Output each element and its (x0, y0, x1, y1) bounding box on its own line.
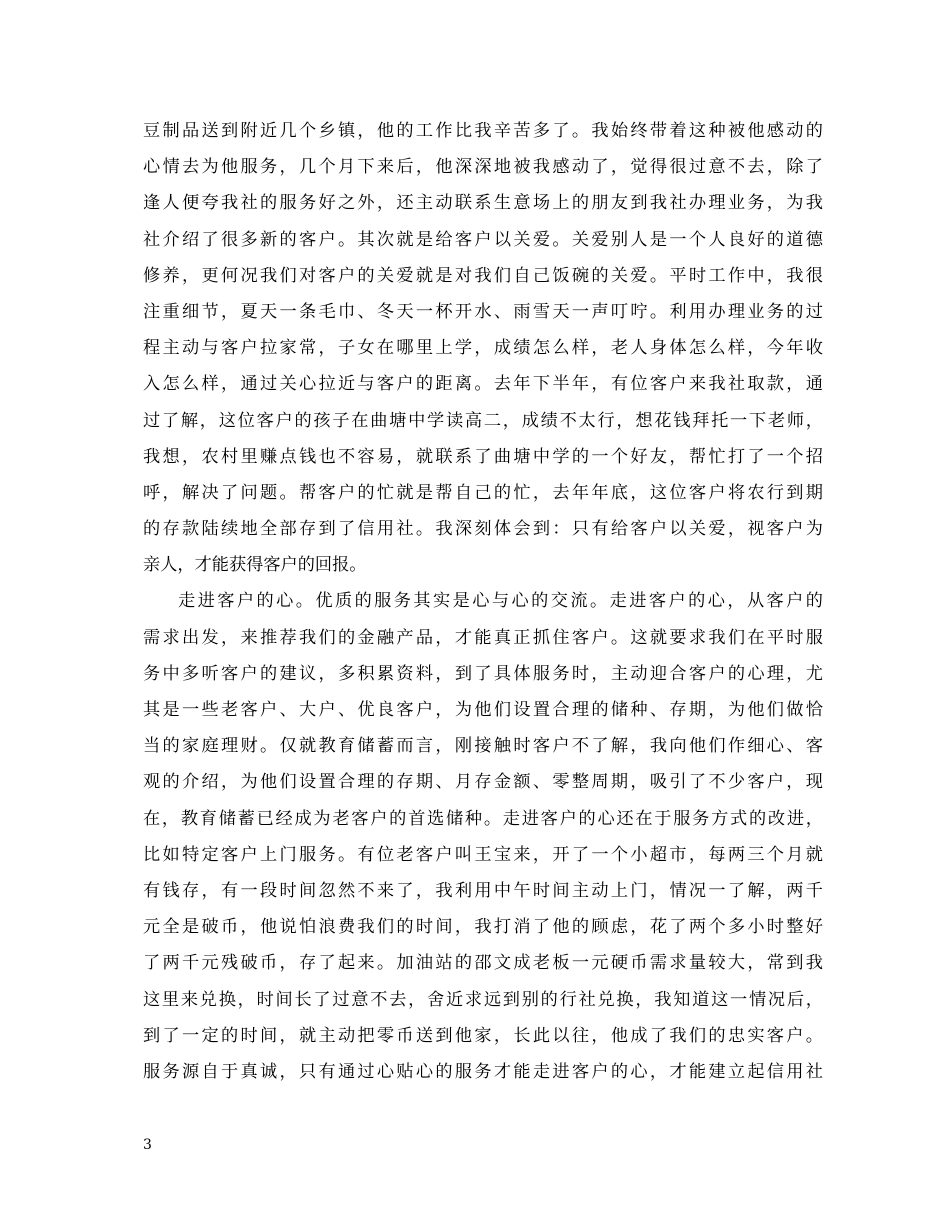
text-line: 程主动与客户拉家常，子女在哪里上学，成绩怎么样，老人身体怎么样，今年收 (143, 338, 823, 359)
text-line: 需求出发，来推荐我们的金融产品，才能真正抓住客户。这就要求我们在平时服 (143, 627, 823, 648)
paragraph-end-line: 亲人，才能获得客户的回报。 (143, 555, 367, 576)
text-line: 到了一定的时间，就主动把零币送到他家，长此以往，他成了我们的忠实客户。 (143, 1025, 823, 1046)
text-line: 在，教育储蓄已经成为老客户的首选储种。走进客户的心还在于服务方式的改进， (143, 808, 823, 829)
text-line: 了两千元残破币，存了起来。加油站的邵文成老板一元硬币需求量较大，常到我 (143, 953, 823, 974)
text-line: 有钱存，有一段时间忽然不来了，我利用中午时间主动上门，情况一了解，两千 (143, 880, 823, 901)
text-line: 比如特定客户上门服务。有位老客户叫王宝来，开了一个小超市，每两三个月就 (143, 844, 823, 865)
text-line: 逢人便夸我社的服务好之外，还主动联系生意场上的朋友到我社办理业务，为我 (143, 193, 823, 214)
text-line: 当的家庭理财。仅就教育储蓄而言，刚接触时客户不了解，我向他们作细心、客 (143, 736, 823, 757)
text-line: 这里来兑换，时间长了过意不去，舍近求远到别的行社兑换，我知道这一情况后， (143, 989, 823, 1010)
text-line: 我想，农村里赚点钱也不容易，就联系了曲塘中学的一个好友，帮忙打了一个招 (143, 446, 823, 467)
text-line: 入怎么样，通过关心拉近与客户的距离。去年下半年，有位客户来我社取款，通 (143, 374, 823, 395)
text-line: 元全是破币，他说怕浪费我们的时间，我打消了他的顾虑，花了两个多小时整好 (143, 917, 823, 938)
text-line: 豆制品送到附近几个乡镇，他的工作比我辛苦多了。我始终带着这种被他感动的 (143, 121, 823, 141)
body-text (143, 113, 823, 1090)
text-line: 的存款陆续地全部存到了信用社。我深刻体会到：只有给客户以关爱，视客户为 (143, 519, 823, 540)
text-line: 注重细节，夏天一条毛巾、冬天一杯开水、雨雪天一声叮咛。利用办理业务的过 (143, 301, 823, 322)
text-line: 社介绍了很多新的客户。其次就是给客户以关爱。关爱别人是一个人良好的道德 (143, 229, 823, 250)
paragraph-start-line: 走进客户的心。优质的服务其实是心与心的交流。走进客户的心，从客户的 (178, 591, 823, 612)
text-line: 修养，更何况我们对客户的关爱就是对我们自己饭碗的关爱。平时工作中，我很 (143, 265, 823, 286)
text-line: 务中多听客户的建议，多积累资料，到了具体服务时，主动迎合客户的心理，尤 (143, 663, 823, 684)
text-line: 心情去为他服务，几个月下来后，他深深地被我感动了，觉得很过意不去，除了 (143, 157, 823, 178)
text-line: 观的介绍，为他们设置合理的存期、月存金额、零整周期，吸引了不少客户，现 (143, 772, 823, 793)
page-number: 3 (143, 1137, 152, 1153)
text-line: 过了解，这位客户的孩子在曲塘中学读高二，成绩不太行，想花钱拜托一下老师， (143, 410, 823, 431)
text-line: 呼，解决了问题。帮客户的忙就是帮自己的忙，去年年底，这位客户将农行到期 (143, 482, 823, 503)
text-line: 服务源自于真诚，只有通过心贴心的服务才能走进客户的心，才能建立起信用社 (143, 1061, 823, 1082)
text-line: 其是一些老客户、大户、优良客户，为他们设置合理的储种、存期，为他们做恰 (143, 700, 823, 720)
